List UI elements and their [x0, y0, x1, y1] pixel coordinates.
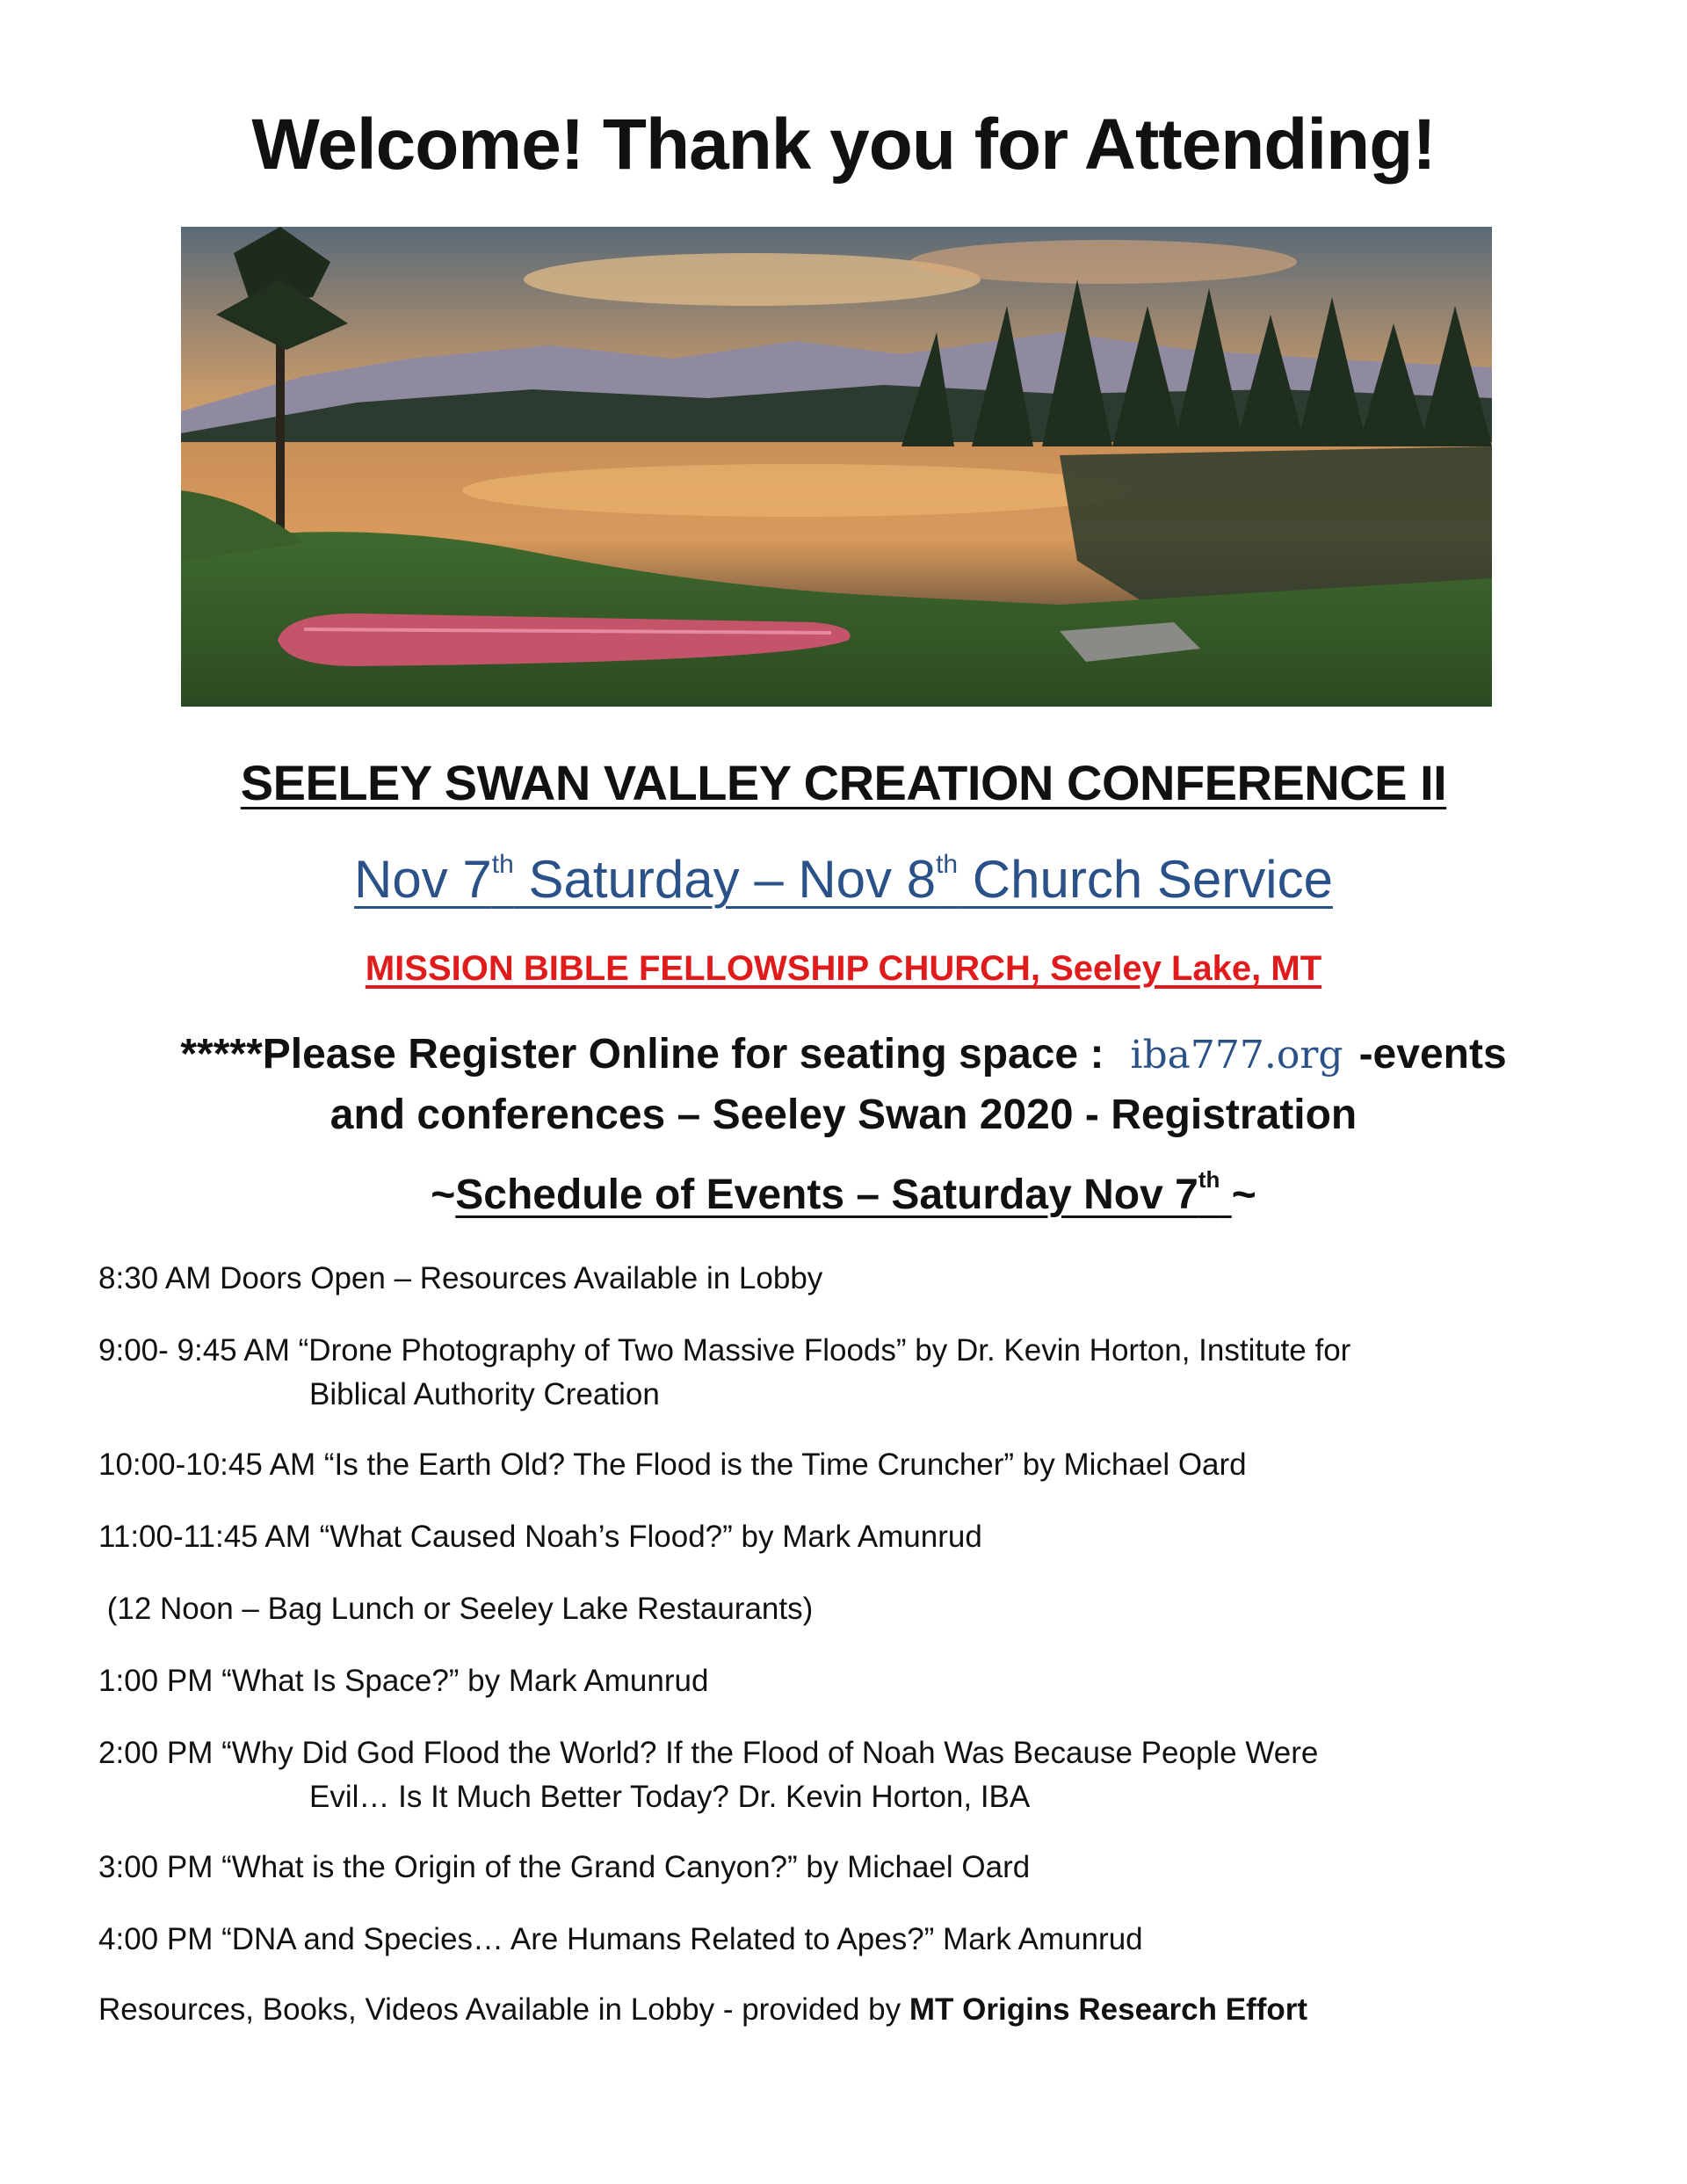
conference-title: SEELEY SWAN VALLEY CREATION CONFERENCE II — [240, 755, 1447, 810]
welcome-heading: Welcome! Thank you for Attending! — [251, 105, 1436, 185]
schedule-item-text: (12 Noon – Bag Lunch or Seeley Lake Restaurants) — [98, 1592, 814, 1626]
schedule-item — [98, 1918, 1610, 1962]
schedule-heading: ~Schedule of Events – Saturday Nov 7th ~ — [431, 1166, 1256, 1218]
schedule-item — [98, 1731, 1610, 1819]
schedule-item-text: 3:00 PM “What is the Origin of the Grand Canyon?” by Michael Oard — [98, 1850, 1031, 1884]
footer-note: Resources, Books, Videos Available in Lobby - provided by MT Origins Research Effort — [98, 1992, 1308, 2027]
conference-dates: Nov 7th Saturday – Nov 8th Church Service — [354, 850, 1333, 909]
register-line2: and conferences – Seeley Swan 2020 - Registration — [329, 1092, 1358, 1138]
schedule-item — [98, 1846, 1610, 1890]
schedule-item — [98, 1587, 1610, 1631]
schedule-item-text: 11:00-11:45 AM “What Caused Noah’s Flood?” by Mark Amunrud — [98, 1520, 982, 1554]
schedule-item — [98, 1329, 1610, 1417]
schedule-item — [98, 1443, 1610, 1487]
schedule-item-text: 2:00 PM “Why Did God Flood the World? If the Flood of Noah Was Because People Were — [98, 1736, 1319, 1770]
lake-sunset-photo — [181, 227, 1492, 707]
schedule-item — [98, 1257, 1610, 1301]
register-suffix: -events — [1358, 1031, 1507, 1077]
schedule-item — [98, 1515, 1610, 1559]
venue: MISSION BIBLE FELLOWSHIP CHURCH, Seeley Lake, MT — [365, 949, 1322, 988]
schedule-item — [98, 1659, 1610, 1703]
schedule-item-continuation: Biblical Authority Creation — [309, 1377, 660, 1411]
schedule-item-text: 4:00 PM “DNA and Species… Are Humans Related to Apes?” Mark Amunrud — [98, 1922, 1143, 1956]
register-prefix: *****Please Register Online for seating space : — [180, 1031, 1104, 1077]
schedule-item-text: 1:00 PM “What Is Space?” by Mark Amunrud — [98, 1664, 709, 1698]
schedule-item-continuation: Evil… Is It Much Better Today? Dr. Kevin Horton, IBA — [309, 1780, 1031, 1814]
registration-note — [0, 1025, 1687, 1145]
schedule-item-text: 10:00-10:45 AM “Is the Earth Old? The Flood is the Time Cruncher” by Michael Oard — [98, 1448, 1247, 1482]
website-link[interactable]: iba777.org — [1130, 1033, 1343, 1077]
schedule-item-text: 9:00- 9:45 AM “Drone Photography of Two Massive Floods” by Dr. Kevin Horton, Institute for — [98, 1333, 1351, 1368]
schedule-item-text: 8:30 AM Doors Open – Resources Available in Lobby — [98, 1261, 823, 1295]
